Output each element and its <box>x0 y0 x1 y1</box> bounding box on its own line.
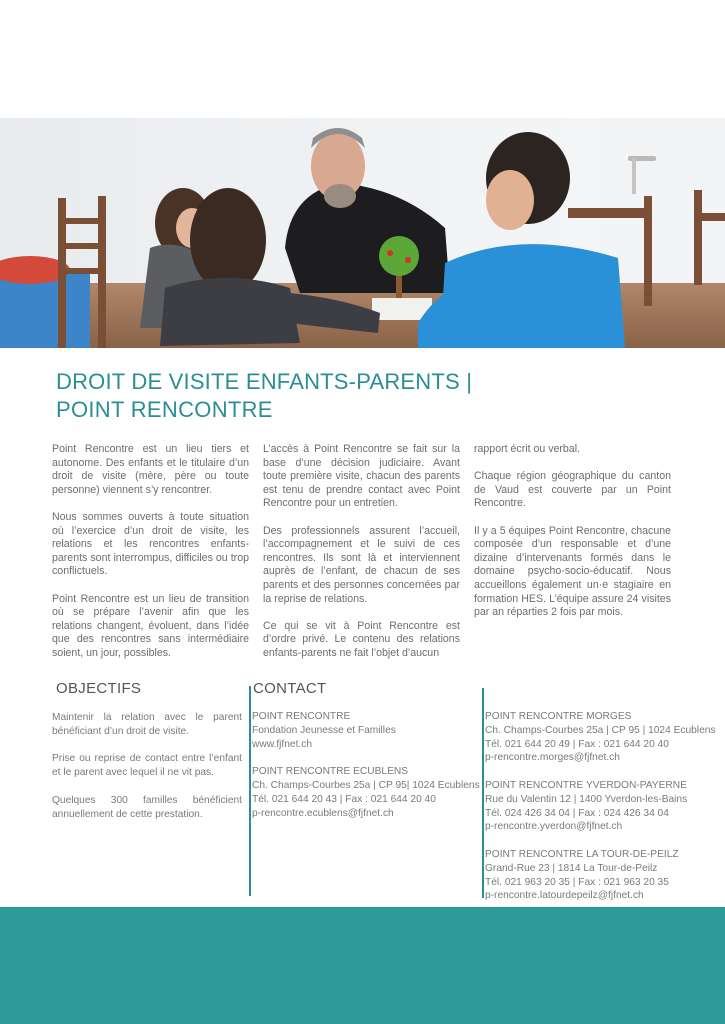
title-line-2: POINT RENCONTRE <box>56 397 273 422</box>
contact-block-yverdon <box>485 779 725 834</box>
contact-phone: Tél. 024 426 34 04 | Fax : 024 426 34 04 <box>485 807 669 819</box>
paragraph: Nous sommes ouverts à toute situation où l’exercice d’un droit de visite, les relations et les rencontres enfants-parents sont interrompus, difficiles ou trop conflictuels. <box>52 510 249 578</box>
contact-phone: Tél. 021 644 20 43 | Fax : 021 644 20 40 <box>252 793 436 805</box>
contact-name: POINT RENCONTRE MORGES <box>485 711 632 722</box>
contact-name: POINT RENCONTRE <box>252 711 351 722</box>
header-photo <box>0 118 725 348</box>
email-link[interactable]: p-rencontre.latourdepeilz@fjfnet.ch <box>485 890 644 902</box>
objectif-item: Maintenir la relation avec le parent bénéficiant d’un droit de visite. <box>52 712 242 737</box>
email-link[interactable]: p-rencontre.yverdon@fjfnet.ch <box>485 821 623 833</box>
email-link[interactable]: p-rencontre.morges@fjfnet.ch <box>485 752 620 764</box>
paragraph: Ce qui se vit à Point Rencontre est d’ordre privé. Le contenu des relations enfants-parents ne fait l’objet d’aucun <box>263 619 460 659</box>
website-link[interactable]: www.fjfnet.ch <box>252 738 313 750</box>
title-line-1: DROIT DE VISITE ENFANTS-PARENTS | <box>56 369 473 394</box>
divider <box>249 686 251 896</box>
contact-block-tourdepeilz <box>485 848 725 903</box>
paragraph: L’accès à Point Rencontre se fait sur la base d’une décision judiciaire. Avant toute première visite, chacun des parents est tenu de prendre contact avec Point Rencontre pour un entretien. <box>263 443 460 510</box>
objectif-item: Quelques 300 familles bénéficient annuellement de cette prestation. <box>52 794 242 820</box>
contact-phone: Tél. 021 644 20 49 | Fax : 021 644 20 40 <box>485 738 669 750</box>
contact-column-2 <box>485 710 725 917</box>
paragraph: Chaque région géographique du canton de Vaud est couverte par un Point Rencontre. <box>474 470 671 510</box>
contact-name: POINT RENCONTRE ECUBLENS <box>252 766 409 778</box>
paragraph: rapport écrit ou verbal. <box>474 443 580 455</box>
contact-org: Fondation Jeunesse et Familles <box>252 724 396 736</box>
page-title <box>56 368 472 424</box>
divider <box>482 688 484 898</box>
paragraph: Point Rencontre est un lieu tiers et autonome. Des enfants et le titulaire d’un droit de visite (mère, père ou toute personne) viennent s’y rencontrer. <box>52 443 249 496</box>
paragraph: Il y a 5 équipes Point Rencontre, chacune composée d’un responsable et d’une dizaine d’intervenants formés dans le domaine psycho-socio-éducatif. Nous accueillons également un·e stagiaire en formation HES. L’équipe assure 24 visites par an réparties 2 fois par mois. <box>474 524 671 619</box>
footer-band <box>0 907 725 1024</box>
objectifs-list <box>52 711 242 835</box>
body-column-1 <box>52 443 249 674</box>
paragraph: Point Rencontre est un lieu de transition où se prépare l’avenir afin que les relations changent, évoluent, dans l’idée que des rencontres sans intermédiaire soient, un jour, possibles. <box>52 592 249 659</box>
contact-name: POINT RENCONTRE LA TOUR-DE-PEILZ <box>485 848 679 860</box>
contact-block-ecublens <box>252 765 480 820</box>
contact-address: Rue du Valentin 12 | 1400 Yverdon-les-Bains <box>485 793 688 805</box>
objectifs-heading: OBJECTIFS <box>56 680 142 697</box>
contact-heading: CONTACT <box>253 680 327 697</box>
objectif-item: Prise ou reprise de contact entre l’enfant et le parent avec lequel il ne vit pas. <box>52 753 242 779</box>
contact-address: Grand-Rue 23 | 1814 La Tour-de-Peilz <box>485 862 658 874</box>
contact-address: Ch. Champs-Courbes 25a | CP 95| 1024 Ecublens <box>252 779 480 791</box>
contact-name: POINT RENCONTRE YVERDON-PAYERNE <box>485 779 687 791</box>
contact-column-1 <box>252 710 480 834</box>
email-link[interactable]: p-rencontre.ecublens@fjfnet.ch <box>252 807 394 819</box>
paragraph: Des professionnels assurent l’accueil, l’accompagnement et le suivi de ces rencontres. Ils sont là et interviennent auprès de l’enfant, de chacun de ses parents et des personnes concernées par la reprise de relations. <box>263 524 460 605</box>
contact-block-main <box>252 710 480 751</box>
contact-phone: Tél. 021 963 20 35 | Fax : 021 963 20 35 <box>485 876 669 888</box>
body-column-3 <box>474 443 671 633</box>
body-column-2 <box>263 443 460 674</box>
contact-block-morges <box>485 710 725 765</box>
contact-address: Ch. Champs-Courbes 25a | CP 95 | 1024 Ecublens <box>485 724 716 736</box>
